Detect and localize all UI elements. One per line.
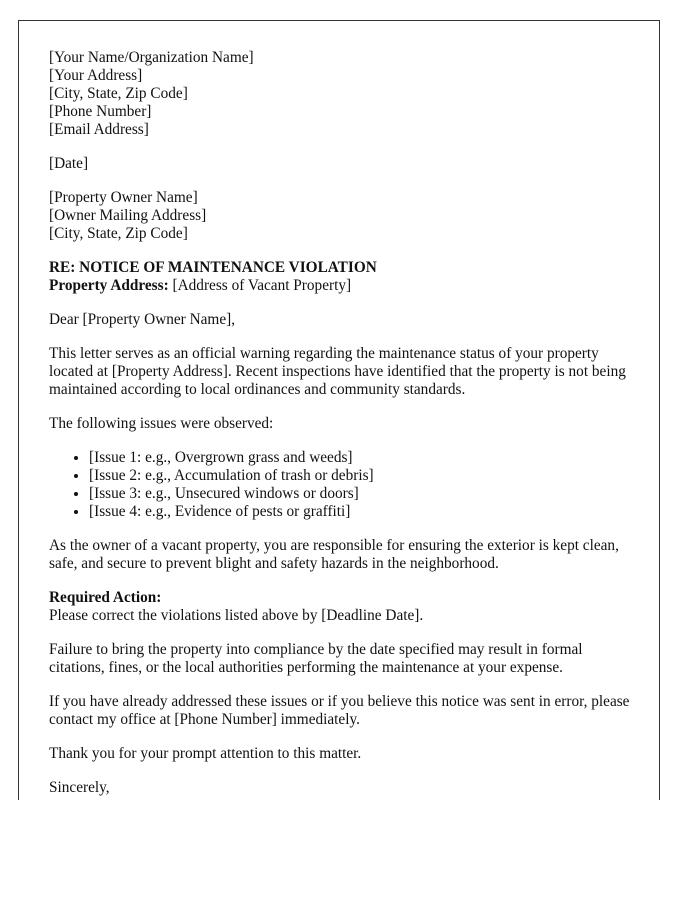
list-item: • [Issue 4: e.g., Evidence of pests or graffiti] bbox=[89, 503, 639, 521]
required-action-block bbox=[49, 589, 639, 625]
intro-paragraph: This letter serves as an official warning regarding the maintenance status of your property located at [Property Address]. Recent inspections have identified that the property is not being maintained according to local ordinances and community standards. bbox=[49, 345, 626, 398]
recipient-address: [Owner Mailing Address] bbox=[49, 207, 207, 224]
responsibility-paragraph: As the owner of a vacant property, you are responsible for ensuring the exterior is kept clean, safe, and secure to prevent blight and safety hazards in the neighborhood. bbox=[49, 537, 619, 572]
property-address-value: [Address of Vacant Property] bbox=[168, 277, 352, 294]
contact-paragraph: If you have already addressed these issues or if you believe this notice was sent in error, please contact my office at [Phone Number] immediately. bbox=[49, 693, 630, 728]
issues-heading: The following issues were observed: bbox=[49, 415, 274, 432]
letter-page bbox=[18, 20, 660, 800]
sender-block bbox=[49, 49, 639, 139]
closing: Sincerely, bbox=[49, 779, 110, 796]
thanks-paragraph: Thank you for your prompt attention to this matter. bbox=[49, 745, 362, 762]
recipient-block bbox=[49, 189, 639, 243]
re-line: RE: NOTICE OF MAINTENANCE VIOLATION bbox=[49, 259, 377, 276]
salutation: Dear [Property Owner Name], bbox=[49, 311, 236, 328]
sender-city-state-zip: [City, State, Zip Code] bbox=[49, 85, 188, 102]
sender-phone: [Phone Number] bbox=[49, 103, 152, 120]
subject-block bbox=[49, 259, 639, 295]
required-action-text: Please correct the violations listed above by [Deadline Date]. bbox=[49, 607, 424, 624]
consequences-paragraph: Failure to bring the property into compliance by the date specified may result in formal citations, fines, or the local authorities performing the maintenance at your expense. bbox=[49, 641, 583, 676]
sender-name: [Your Name/Organization Name] bbox=[49, 49, 254, 66]
list-item: • [Issue 3: e.g., Unsecured windows or doors] bbox=[89, 485, 639, 503]
list-item: • [Issue 1: e.g., Overgrown grass and weeds] bbox=[89, 449, 639, 467]
sender-address: [Your Address] bbox=[49, 67, 143, 84]
letter-date: [Date] bbox=[49, 155, 89, 172]
list-item: • [Issue 2: e.g., Accumulation of trash or debris] bbox=[89, 467, 639, 485]
recipient-city-state-zip: [City, State, Zip Code] bbox=[49, 225, 188, 242]
letter-body bbox=[49, 49, 639, 800]
recipient-name: [Property Owner Name] bbox=[49, 189, 198, 206]
property-address-label: Property Address: bbox=[49, 277, 169, 294]
sender-email: [Email Address] bbox=[49, 121, 149, 138]
required-action-label: Required Action: bbox=[49, 589, 162, 606]
issues-list bbox=[49, 449, 639, 521]
property-address-line bbox=[49, 277, 639, 295]
